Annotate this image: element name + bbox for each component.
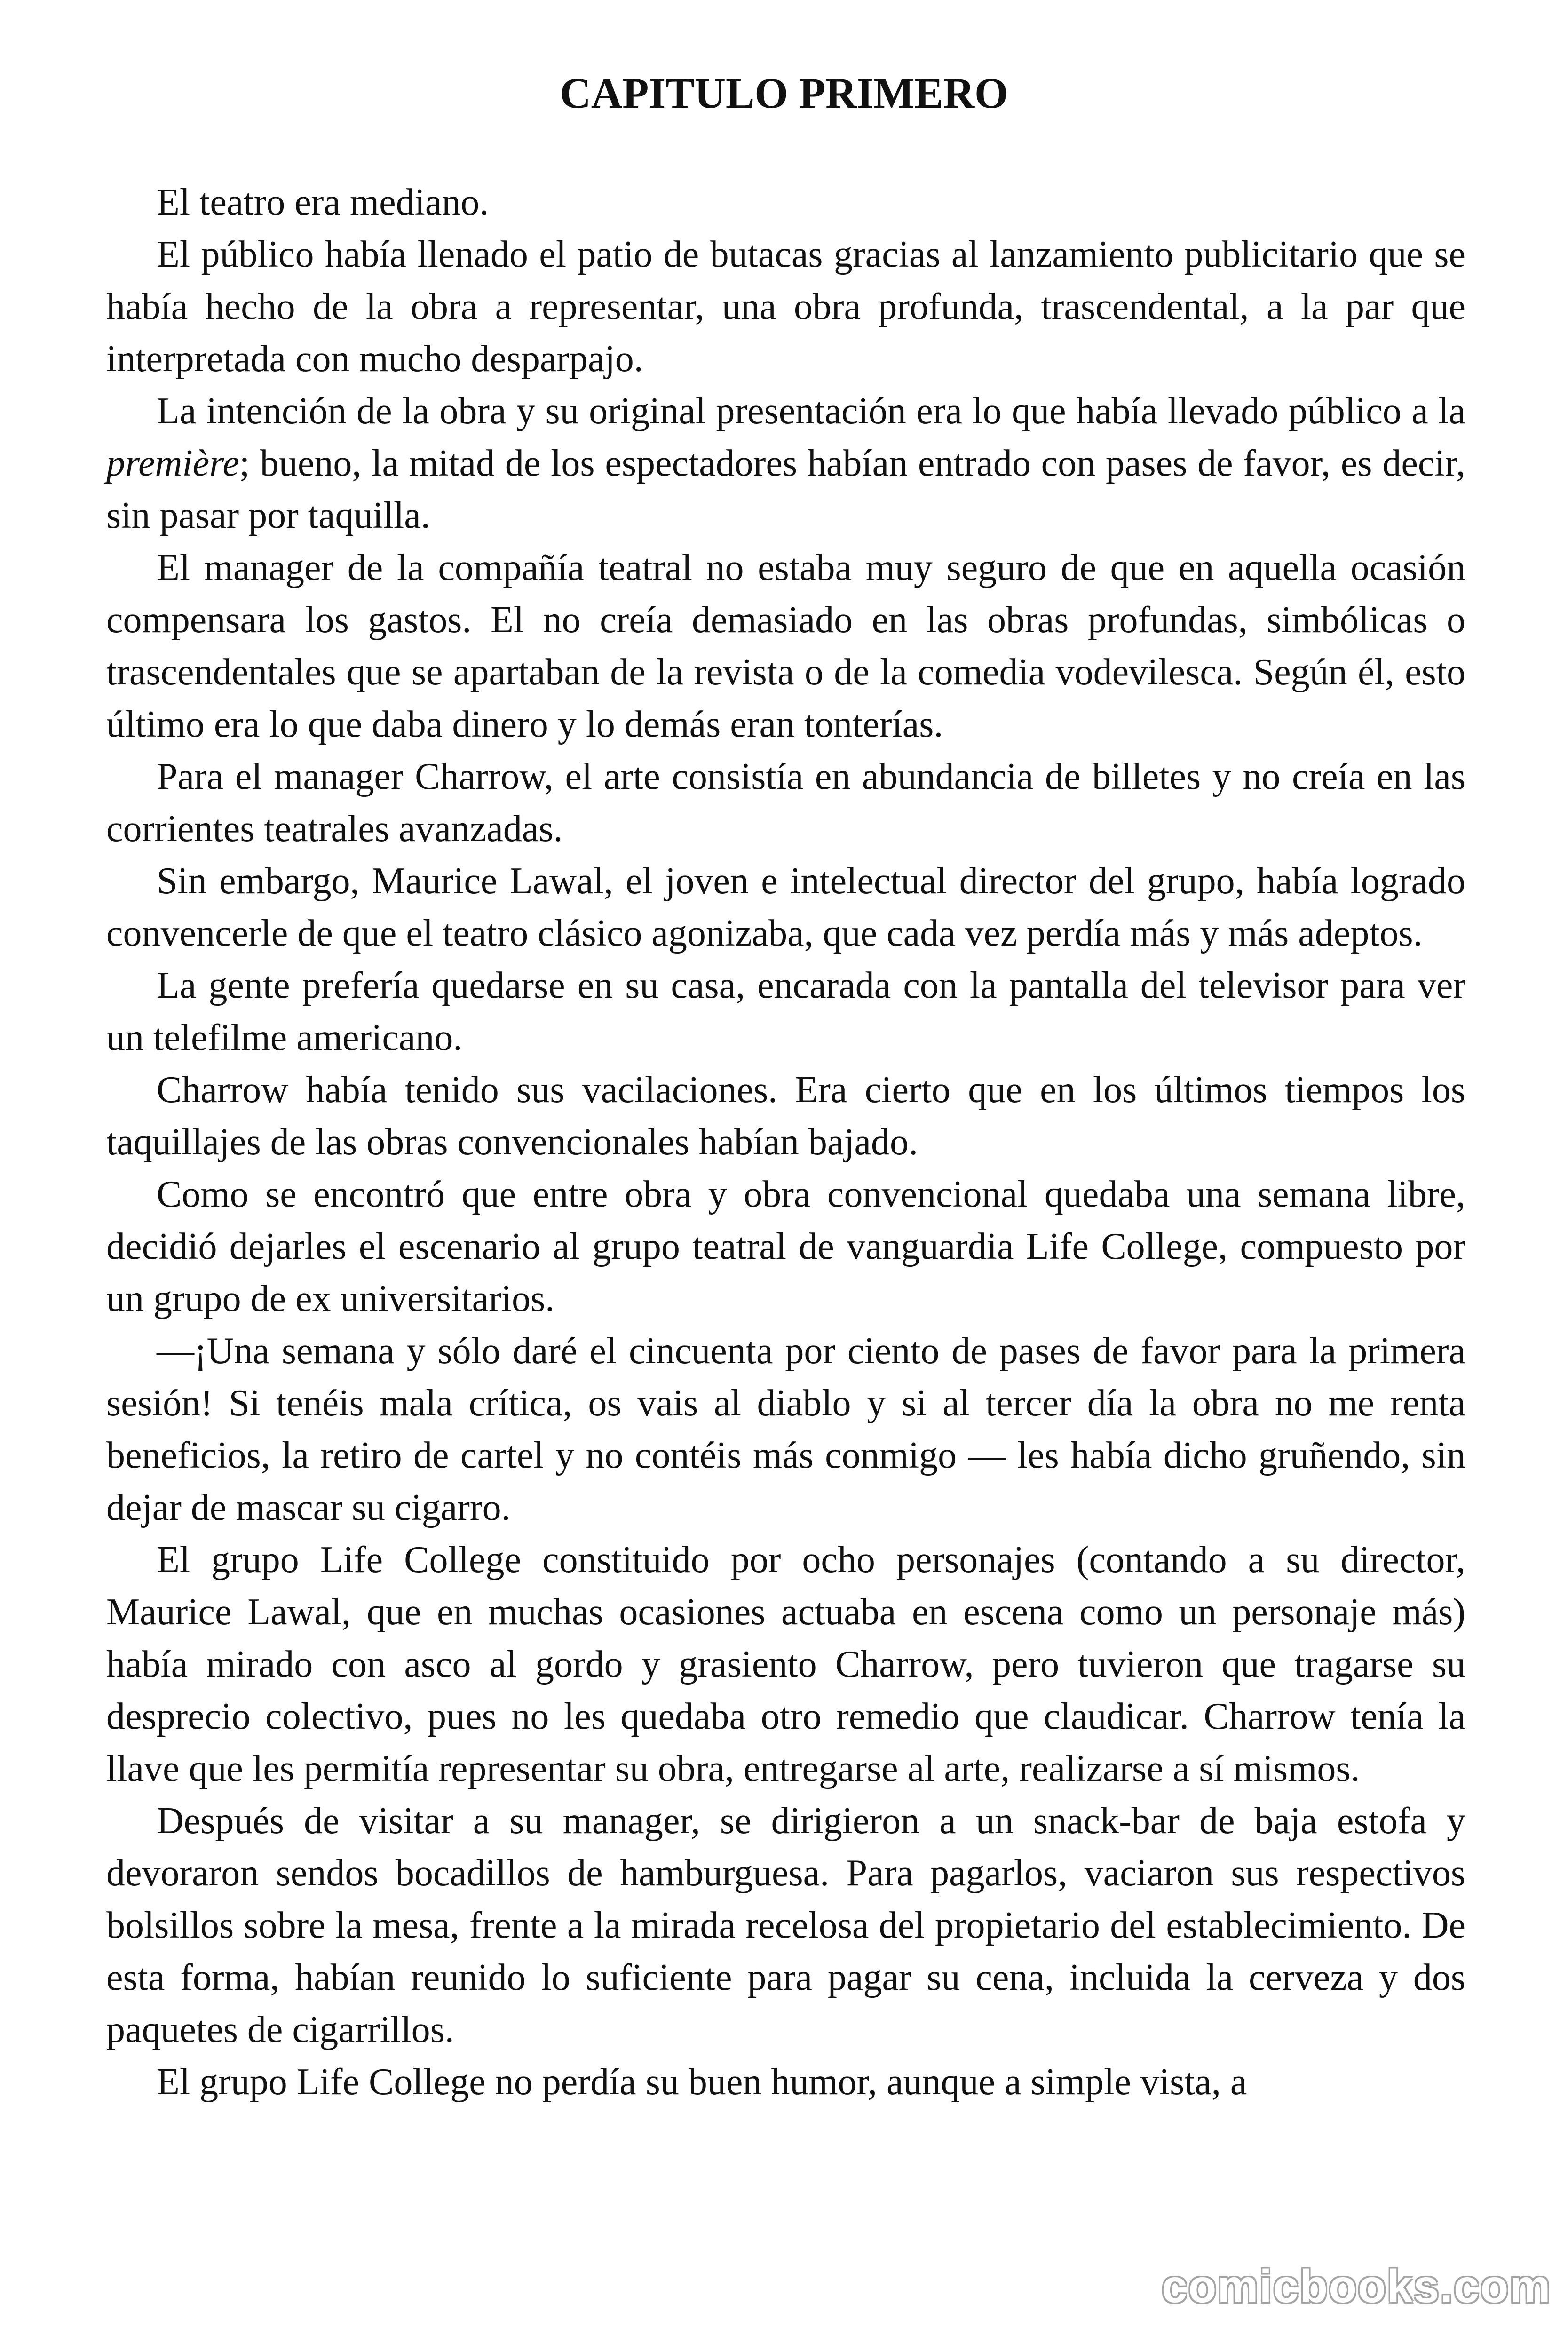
paragraph: El público había llenado el patio de butacas gracias al lanzamiento publicitario que se había hecho de la obra a representar, una obra profunda, trascendental, a la par que interpretada con mucho desparpajo.	[106, 234, 1465, 380]
paragraph: El grupo Life College no perdía su buen humor, aunque a simple vista, a	[157, 2061, 1247, 2103]
paragraph: Sin embargo, Maurice Lawal, el joven e intelectual director del grupo, había logrado convencerle de que el teatro clásico agonizaba, que cada vez perdía más y más adeptos.	[106, 860, 1465, 954]
paragraph-text: La intención de la obra y su original presentación era lo que había llevado público a la	[157, 390, 1465, 432]
paragraph: El manager de la compañía teatral no estaba muy seguro de que en aquella ocasión compensara los gastos. El no creía demasiado en las obras profundas, simbólicas o trascendentales que se apartaban de la revista o de la comedia vodevilesca. Según él, esto último era lo que daba dinero y lo demás eran tonterías.	[106, 547, 1465, 745]
paragraph-text: ; bueno, la mitad de los espectadores habían entrado con pases de favor, es decir, sin pasar por taquilla.	[106, 443, 1465, 536]
paragraph: Para el manager Charrow, el arte consistía en abundancia de billetes y no creía en las corrientes teatrales avanzadas.	[106, 756, 1465, 850]
chapter-title: CAPITULO PRIMERO	[560, 69, 1008, 117]
paragraph: Charrow había tenido sus vacilaciones. Era cierto que en los últimos tiempos los taquillajes de las obras convencionales habían bajado.	[106, 1069, 1465, 1163]
watermark-logo: comicbooks.com	[1162, 2260, 1552, 2312]
paragraph: Después de visitar a su manager, se dirigieron a un snack-bar de baja estofa y devoraron sendos bocadillos de hamburguesa. Para pagarlos, vaciaron sus respectivos bolsillos sobre la mesa, frente a la mirada recelosa del propietario del establecimiento. De esta forma, habían reunido lo suficiente para pagar su cena, incluida la cerveza y dos paquetes de cigarrillos.	[106, 1800, 1465, 2050]
paragraph: —¡Una semana y sólo daré el cincuenta por ciento de pases de favor para la primera sesión! Si tenéis mala crítica, os vais al diablo y si al tercer día la obra no me renta beneficios, la retiro de cartel y no contéis más conmigo — les había dicho gruñendo, sin dejar de mascar su cigarro.	[106, 1330, 1465, 1528]
paragraph: Como se encontró que entre obra y obra convencional quedaba una semana libre, decidió dejarles el escenario al grupo teatral de vanguardia Life College, compuesto por un grupo de ex universitarios.	[106, 1174, 1465, 1319]
paragraph: La gente prefería quedarse en su casa, encarada con la pantalla del televisor para ver un telefilme americano.	[106, 965, 1465, 1058]
chapter-body	[106, 176, 1465, 2108]
paragraph: El grupo Life College constituido por ocho personajes (contando a su director, Maurice Lawal, que en muchas ocasiones actuaba en escena como un personaje más) había mirado con asco al gordo y grasiento Charrow, pero tuvieron que tragarse su desprecio colectivo, pues no les quedaba otro remedio que claudicar. Charrow tenía la llave que les permitía representar su obra, entregarse al arte, realizarse a sí mismos.	[106, 1539, 1465, 1789]
italic-word: première	[106, 443, 239, 484]
paragraph: El teatro era mediano.	[157, 182, 489, 223]
paragraph	[106, 385, 1465, 542]
